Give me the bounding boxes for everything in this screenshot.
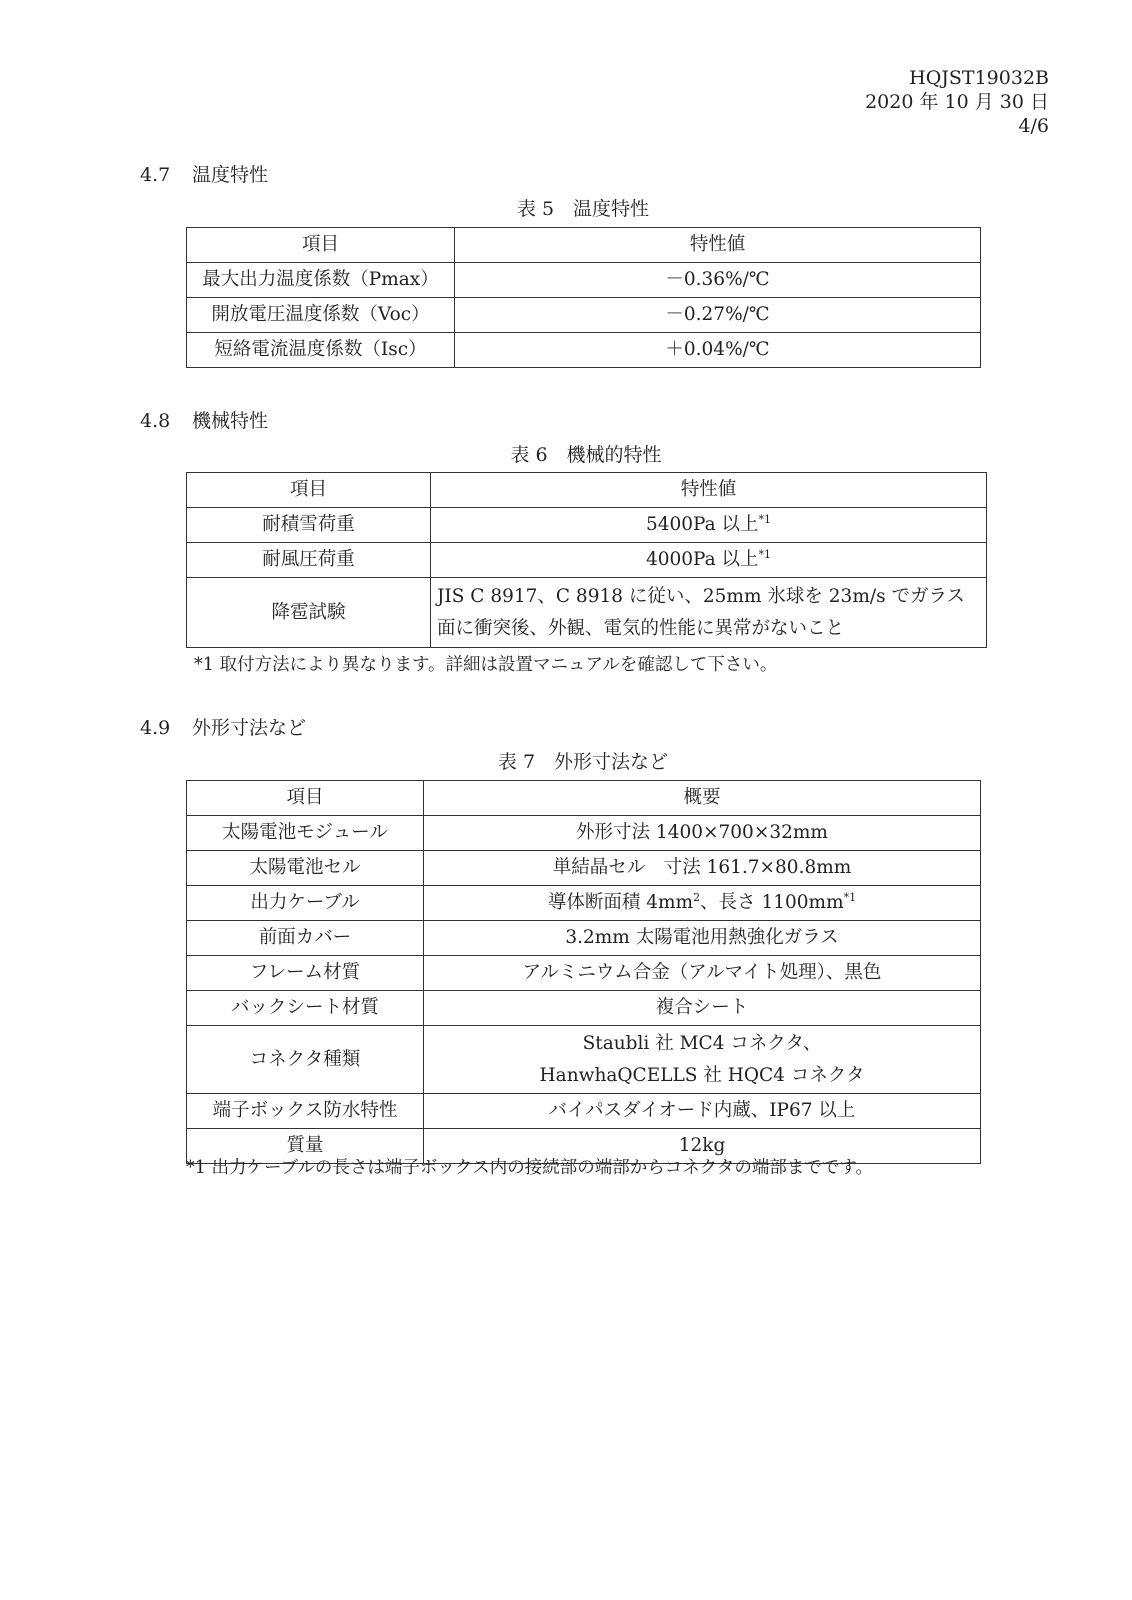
section-number: 4.9 (140, 717, 171, 739)
row-label: 出力ケーブル (187, 886, 424, 921)
table-caption-5: 表 5 温度特性 (516, 198, 650, 220)
table-row (187, 816, 981, 851)
footnote-marker: *1 (758, 548, 772, 561)
row-value: バイパスダイオード内蔵、IP67 以上 (424, 1094, 981, 1129)
mechanical-characteristics-table (186, 472, 987, 648)
column-header: 項目 (187, 228, 455, 263)
document-date: 2020 年 10 月 30 日 (865, 91, 1049, 113)
section-title: 温度特性 (192, 164, 269, 186)
row-value (424, 886, 981, 921)
row-label: 開放電圧温度係数（Voc） (187, 298, 455, 333)
row-label: 降雹試験 (187, 578, 431, 648)
row-label: 耐風圧荷重 (187, 543, 431, 578)
column-header: 特性値 (455, 228, 981, 263)
table-row (187, 1094, 981, 1129)
value-line: HanwhaQCELLS 社 HQC4 コネクタ (539, 1064, 865, 1086)
row-label: 太陽電池モジュール (187, 816, 424, 851)
table-caption-6: 表 6 機械的特性 (510, 444, 662, 466)
table-row (187, 851, 981, 886)
temperature-characteristics-table (186, 227, 981, 368)
table-row (187, 263, 981, 298)
table-caption-7: 表 7 外形寸法など (497, 751, 669, 773)
row-value: －0.27%/℃ (455, 298, 981, 333)
table-row (187, 543, 987, 578)
section-heading-4-7 (140, 163, 268, 187)
table-header-row (187, 781, 981, 816)
value-text: 、長さ 1100mm (700, 892, 844, 913)
table-row (187, 1026, 981, 1094)
section-heading-4-9 (140, 716, 306, 740)
row-value: アルミニウム合金（アルマイト処理）、黒色 (424, 956, 981, 991)
row-value (431, 508, 987, 543)
footnote: *1 出力ケーブルの長さは端子ボックス内の接続部の端部からコネクタの端部までです。 (186, 1158, 873, 1178)
row-label: 短絡電流温度係数（Isc） (187, 333, 455, 368)
row-value: 外形寸法 1400×700×32mm (424, 816, 981, 851)
dimensions-table (186, 780, 981, 1164)
row-value: －0.36%/℃ (455, 263, 981, 298)
row-value (431, 543, 987, 578)
document-id: HQJST19032B (909, 67, 1049, 89)
value-text: 導体断面積 4mm (547, 892, 694, 913)
table-row (187, 298, 981, 333)
row-label: 質量 (187, 1129, 424, 1164)
superscript: 2 (693, 891, 701, 904)
section-number: 4.7 (140, 164, 171, 186)
row-value: ＋0.04%/℃ (455, 333, 981, 368)
row-value (424, 1026, 981, 1094)
row-label: バックシート材質 (187, 991, 424, 1026)
row-value: 12kg (424, 1129, 981, 1164)
column-header: 特性値 (431, 473, 987, 508)
table-row (187, 991, 981, 1026)
row-label: コネクタ種類 (187, 1026, 424, 1094)
page-number: 4/6 (1018, 115, 1049, 137)
column-header: 概要 (424, 781, 981, 816)
table-header-row (187, 473, 987, 508)
table-row (187, 886, 981, 921)
row-label: 太陽電池セル (187, 851, 424, 886)
row-value: 単結晶セル 寸法 161.7×80.8mm (424, 851, 981, 886)
value-line: Staubli 社 MC4 コネクタ、 (582, 1032, 822, 1054)
row-value: JIS C 8917、C 8918 に従い、25mm 氷球を 23m/s でガラス面に衝突後、外観、電気的性能に異常がないこと (431, 578, 987, 648)
section-title: 外形寸法など (192, 717, 307, 739)
footnote-marker: *1 (843, 891, 857, 904)
column-header: 項目 (187, 781, 424, 816)
document-header (865, 66, 1049, 138)
section-heading-4-8 (140, 409, 268, 433)
value-text: 5400Pa 以上 (645, 514, 759, 535)
row-label: 最大出力温度係数（Pmax） (187, 263, 455, 298)
row-label: フレーム材質 (187, 956, 424, 991)
row-label: 耐積雪荷重 (187, 508, 431, 543)
section-title: 機械特性 (192, 410, 269, 432)
table-row (187, 508, 987, 543)
table-row (187, 333, 981, 368)
row-value: 複合シート (424, 991, 981, 1026)
section-number: 4.8 (140, 410, 171, 432)
table-header-row (187, 228, 981, 263)
footnote-marker: *1 (758, 513, 772, 526)
row-label: 前面カバー (187, 921, 424, 956)
row-value: 3.2mm 太陽電池用熱強化ガラス (424, 921, 981, 956)
row-label: 端子ボックス防水特性 (187, 1094, 424, 1129)
table-row (187, 921, 981, 956)
table-row (187, 956, 981, 991)
column-header: 項目 (187, 473, 431, 508)
table-row (187, 578, 987, 648)
footnote: *1 取付方法により異なります。詳細は設置マニュアルを確認して下さい。 (194, 655, 778, 675)
value-text: 4000Pa 以上 (645, 549, 759, 570)
